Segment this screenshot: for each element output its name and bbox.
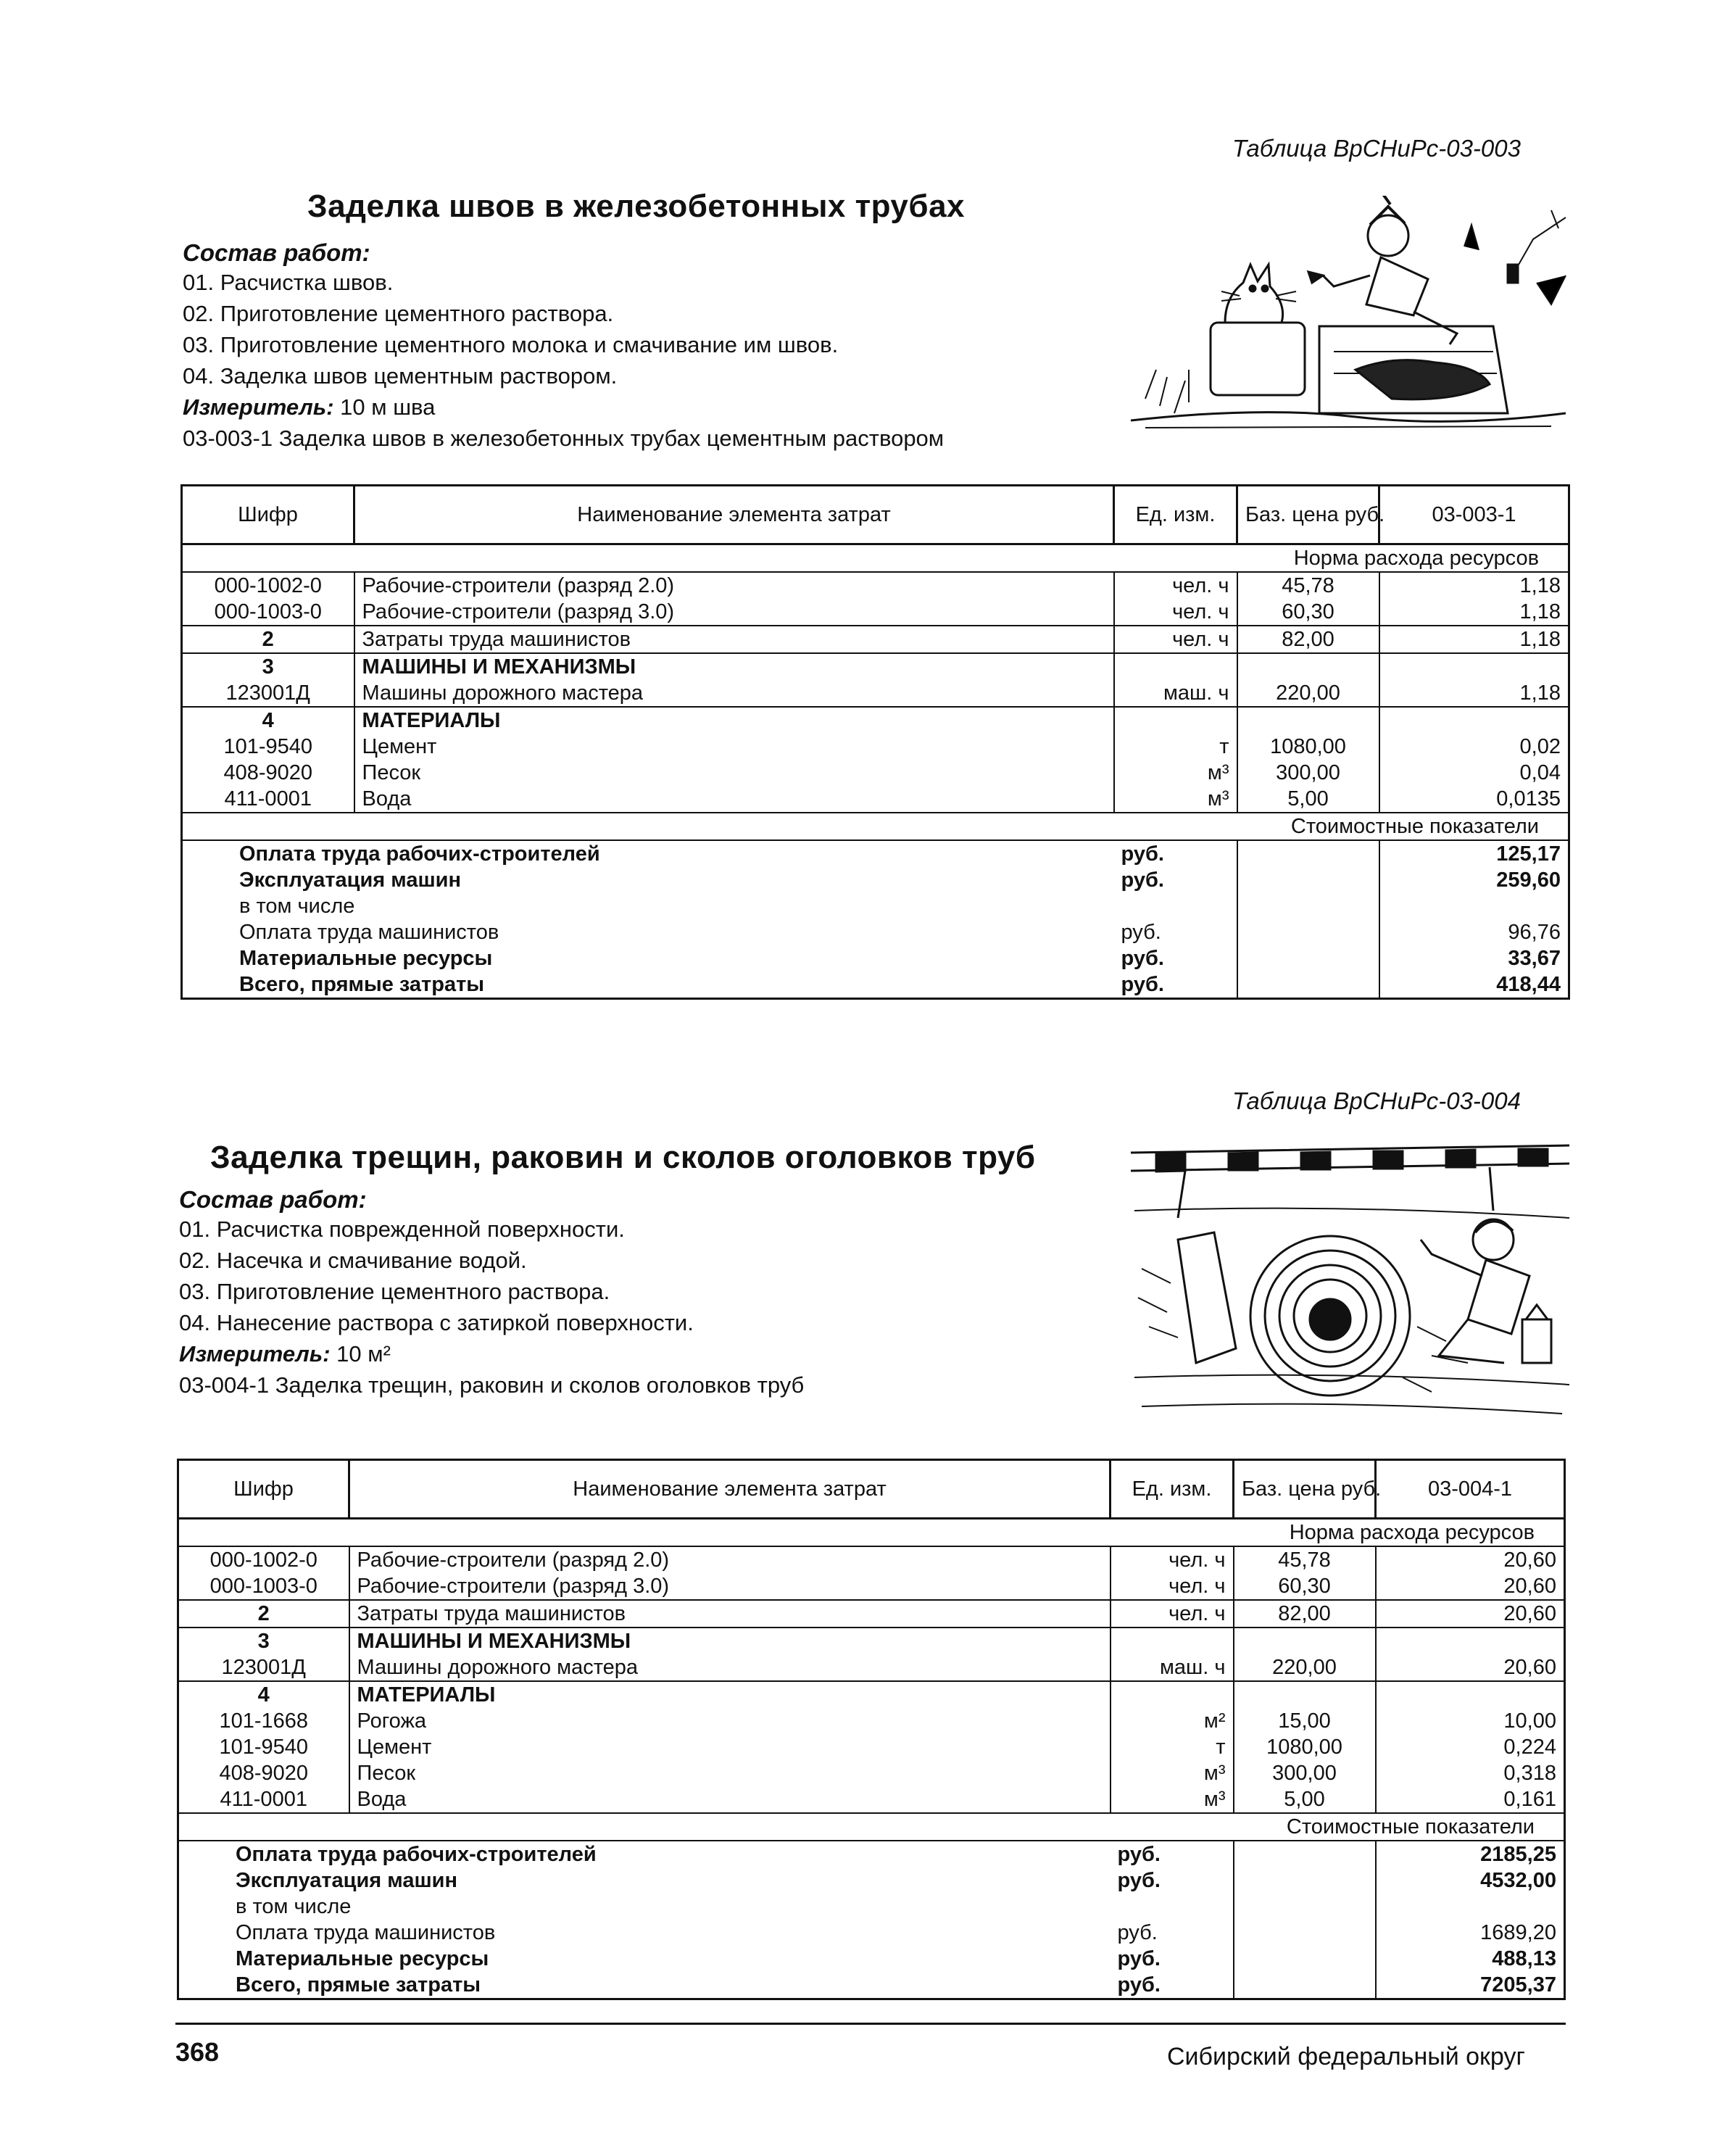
worker-illustration-1 [1116,196,1580,442]
table-row: 101-9540 Цемент т 1080,00 0,224 [178,1734,1565,1760]
footer-rule [175,2023,1566,2025]
meter-label: Измеритель: [179,1341,331,1367]
col-header: 03-003-1 [1379,486,1569,544]
cost-row: Материальные ресурсы руб. 33,67 [182,945,1569,971]
work-item: 04. Нанесение раствора с затиркой поверхности. [179,1310,694,1335]
section-row-cost [178,1813,1565,1841]
resource-table-2 [177,1459,1566,2000]
work-item: 01. Расчистка поврежденной поверхности. [179,1216,625,1242]
work-item: 03. Приготовление цементного молока и смачивание им швов. [183,332,839,357]
section-row-norm [182,544,1569,573]
work-item: 02. Приготовление цементного раствора. [183,301,614,326]
page-number: 368 [175,2037,220,2067]
section-label: Стоимостные показатели [182,813,1569,840]
cost-row: Эксплуатация машин руб. 4532,00 [178,1867,1565,1894]
table-row: 408-9020 Песок м³ 300,00 0,318 [178,1760,1565,1786]
cost-row: Эксплуатация машин руб. 259,60 [182,867,1569,893]
table-row: 101-9540 Цемент т 1080,00 0,02 [182,734,1569,760]
meter-value: 10 м² [336,1341,391,1367]
table-header-row [178,1460,1565,1519]
table-row: 4 МАТЕРИАЛЫ [182,707,1569,734]
cost-row: Всего, прямые затраты руб. 418,44 [182,971,1569,999]
item-line: 03-003-1 Заделка швов в железобетонных трубах цементным раствором [183,426,945,451]
table-row: 101-1668 Рогожа м² 15,00 10,00 [178,1708,1565,1734]
item-line: 03-004-1 Заделка трещин, раковин и сколов оголовков труб [179,1372,805,1398]
section-label: Стоимостные показатели [178,1813,1565,1841]
col-header: Баз. цена руб. [1234,1460,1376,1519]
section-title-1: Заделка швов в железобетонных трубах [307,188,966,224]
works-label: Состав работ: [183,239,370,266]
works-label: Состав работ: [179,1186,367,1213]
table-row: 000-1003-0 Рабочие-строители (разряд 3.0) чел. ч 60,30 20,60 [178,1573,1565,1600]
table-row: 3 МАШИНЫ И МЕХАНИЗМЫ [178,1628,1565,1654]
meter-line [183,391,944,423]
footer-region: Сибирский федеральный округ [1167,2043,1525,2070]
work-item: 01. Расчистка швов. [183,270,394,295]
resource-table-1 [180,484,1570,1000]
table-label-2: Таблица ВрСНиРс-03-004 [1232,1087,1521,1114]
meter-value: 10 м шва [340,394,436,420]
section-row-norm [178,1519,1565,1547]
section-label: Норма расхода ресурсов [182,544,1569,573]
col-header: Шифр [178,1460,349,1519]
cost-row: Оплата труда машинистов руб. 96,76 [182,919,1569,945]
pipe-illustration-2 [1127,1138,1573,1428]
table-row: 123001Д Машины дорожного мастера маш. ч 220,00 1,18 [182,680,1569,707]
cost-row: Всего, прямые затраты руб. 7205,37 [178,1972,1565,1999]
cost-row: в том числе [178,1894,1565,1920]
col-header: 03-004-1 [1376,1460,1565,1519]
section-label: Норма расхода ресурсов [178,1519,1565,1547]
col-header: Ед. изм. [1111,1460,1234,1519]
cost-row: Оплата труда рабочих-строителей руб. 2185,25 [178,1841,1565,1867]
cost-row: Оплата труда машинистов руб. 1689,20 [178,1920,1565,1946]
section-title-2: Заделка трещин, раковин и сколов оголовков труб [210,1140,1036,1175]
col-header: Ед. изм. [1114,486,1237,544]
table-label-1: Таблица ВрСНиРс-03-003 [1232,135,1521,162]
table-row: 123001Д Машины дорожного мастера маш. ч 220,00 20,60 [178,1654,1565,1681]
meter-label: Измеритель: [183,394,334,420]
table-header-row [182,486,1569,544]
table-row: 3 МАШИНЫ И МЕХАНИЗМЫ [182,653,1569,680]
works-block-2 [179,1186,804,1401]
table-row: 411-0001 Вода м³ 5,00 0,0135 [182,786,1569,813]
col-header: Наименование элемента затрат [349,1460,1111,1519]
col-header: Наименование элемента затрат [354,486,1114,544]
col-header: Баз. цена руб. [1237,486,1379,544]
section-row-cost [182,813,1569,840]
table-row: 000-1002-0 Рабочие-строители (разряд 2.0) чел. ч 45,78 1,18 [182,572,1569,599]
cost-row: Оплата труда рабочих-строителей руб. 125,17 [182,840,1569,867]
table-row: 000-1002-0 Рабочие-строители (разряд 2.0) чел. ч 45,78 20,60 [178,1546,1565,1573]
table-row: 000-1003-0 Рабочие-строители (разряд 3.0) чел. ч 60,30 1,18 [182,599,1569,626]
table-row: 411-0001 Вода м³ 5,00 0,161 [178,1786,1565,1813]
work-item: 02. Насечка и смачивание водой. [179,1248,527,1273]
table-row: 2 Затраты труда машинистов чел. ч 82,00 20,60 [178,1600,1565,1628]
cost-row: в том числе [182,893,1569,919]
table-row: 408-9020 Песок м³ 300,00 0,04 [182,760,1569,786]
cost-row: Материальные ресурсы руб. 488,13 [178,1946,1565,1972]
work-item: 04. Заделка швов цементным раствором. [183,363,618,389]
table-row: 2 Затраты труда машинистов чел. ч 82,00 1,18 [182,626,1569,653]
col-header: Шифр [182,486,354,544]
table-row: 4 МАТЕРИАЛЫ [178,1681,1565,1708]
works-block-1 [183,239,944,454]
work-item: 03. Приготовление цементного раствора. [179,1279,610,1304]
meter-line [179,1338,804,1369]
